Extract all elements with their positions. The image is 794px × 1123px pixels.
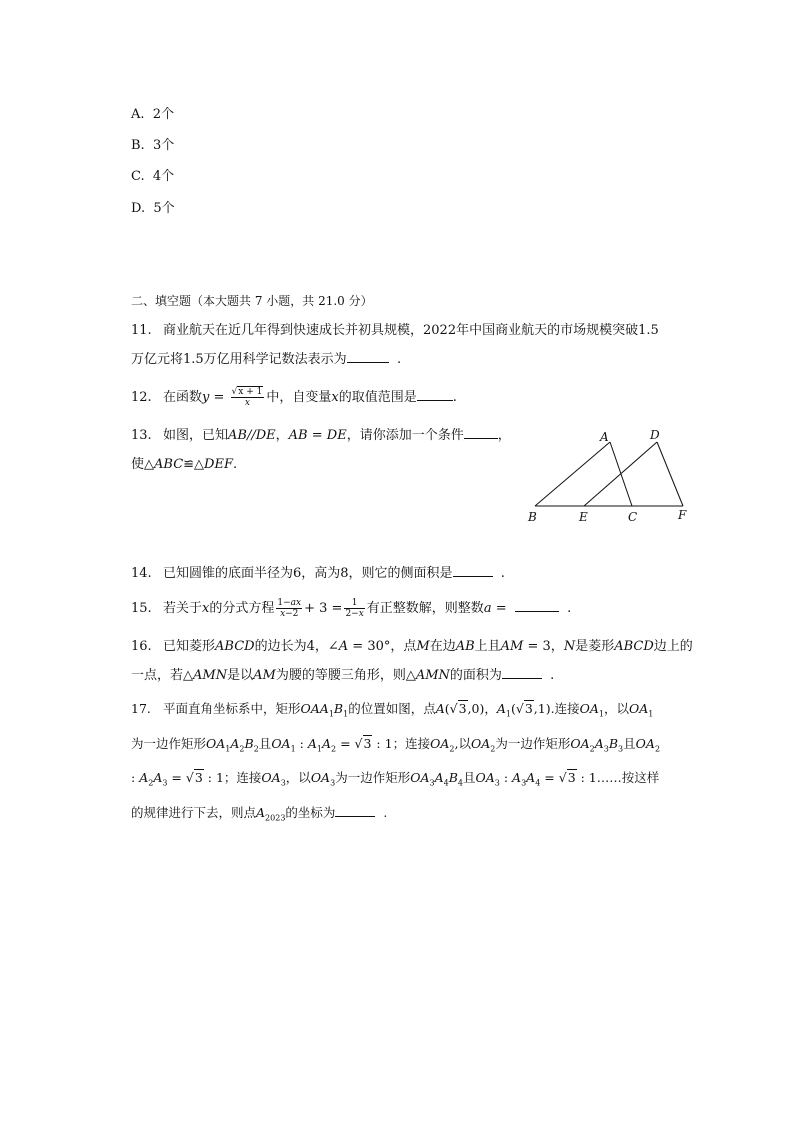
question-text: ，请你添加一个条件 — [346, 428, 464, 443]
question-15: 15. 若关于x的分式方程 $\frac{1-ax}{x-2}$ + 3 = $\frac{1}{2-x}$ 有正整数解，则整数a = . — [131, 594, 571, 623]
question-text: 且 — [258, 735, 272, 751]
option-letter: A. — [131, 107, 145, 122]
question-text: ， — [484, 701, 497, 716]
label-d: D — [650, 428, 660, 442]
question-text: 以 — [458, 735, 471, 751]
question-text: 的取值范围是 — [338, 390, 417, 405]
question-text: ，点 — [390, 639, 417, 654]
question-text: 边上的 — [653, 639, 693, 654]
question-text: ……按这样 — [596, 770, 660, 785]
question-number: 11. — [131, 323, 152, 338]
question-number: 15. — [131, 601, 152, 616]
answer-blank[interactable] — [417, 386, 453, 401]
question-number: 17. — [131, 701, 151, 716]
question-17: 17. 平面直角坐标系中，矩形$OAA_1B_1$的位置如图，点A(√3,0)，$A_1(√3,1)$.连接$OA_1$，以$OA_1$ 为一边作矩形$OA_1A_2B_2$且$OA_1$ : $A_1A_2 = √3$ : 1；连接$OA_2$,以$OA_2$为一边作矩形$OA_2A_3B_3$且$OA_2$ : $A_2A_3 = √3$ : 1；连接$OA_3$，以$OA_3$为一边作矩形$OA_3A_4B_4$且$OA_3$ : $A_3A_4 = √3$ : 1……按这样 的规律进行下去，则点$A_{2023}$的坐标为 . — [131, 694, 660, 832]
question-text: 且 — [462, 770, 476, 785]
question-text: 为一边作矩形 — [335, 770, 411, 785]
option-b — [131, 134, 174, 153]
segment-ab — [535, 442, 610, 506]
question-13: 13. 如图，已知AB//DE，AB = DE，请你添加一个条件 ， 使△ABC≌△DEF. — [131, 421, 511, 479]
option-text: 4个 — [152, 169, 175, 184]
answer-blank[interactable] — [515, 597, 559, 612]
question-16: 16. 已知菱形ABCD的边长为4，∠A = 30°，点M在边AB上且AM = 3，N是菱形ABCD边上的 一点，若△AMN是以AM为腰的等腰三角形，则△AMN的面积为 . — [131, 632, 693, 690]
question-text: 万亿元将1.5万亿用科学记数法表示为 — [131, 352, 347, 367]
option-letter: C. — [131, 169, 145, 184]
question-11: 11. 商业航天在近几年得到快速成长并初具规模，2022年中国商业航天的市场规模突破1.5 万亿元将1.5万亿用科学记数法表示为 . — [131, 316, 659, 374]
question-number: 13. — [131, 428, 152, 443]
question-text: ，以 — [285, 770, 311, 785]
label-b: B — [528, 510, 537, 524]
option-letter: D. — [131, 201, 146, 216]
question-number: 14. — [131, 566, 152, 581]
label-a: A — [600, 430, 609, 444]
question-text: ；连接 — [223, 770, 262, 785]
question-text: 为一边作矩形 — [131, 735, 207, 751]
answer-blank[interactable] — [464, 424, 498, 439]
question-text: 的规律进行下去，则点 — [131, 804, 257, 820]
question-text: 为腰的等腰三角形，则 — [275, 668, 406, 683]
question-text: 是以 — [227, 668, 254, 683]
formula-fraction: $\frac{1}{2-x}$ — [345, 598, 364, 619]
question-text: 的面积为 — [449, 668, 502, 683]
formula-fraction: $\frac{√x + 1}{x}$ — [231, 387, 263, 408]
label-f: F — [678, 508, 687, 522]
answer-blank[interactable] — [347, 348, 389, 363]
option-text: 2个 — [152, 107, 175, 122]
label-c: C — [628, 510, 638, 524]
question-12: 12. 在函数y = $\frac{√x + 1}{x}$ 中，自变量x的取值范围是 . — [131, 383, 457, 412]
question-text: 连接 — [554, 701, 580, 716]
option-a — [131, 103, 174, 122]
question-number: 12. — [131, 390, 152, 405]
answer-blank[interactable] — [453, 562, 493, 577]
question-text: 平面直角坐标系中，矩形 — [163, 701, 301, 716]
option-letter: B. — [131, 138, 145, 153]
question-number: 16. — [131, 639, 152, 654]
answer-blank[interactable] — [502, 664, 542, 679]
option-text: 5个 — [153, 201, 175, 216]
question-text: 已知圆锥的底面半径为6，高为8，则它的侧面积是 — [163, 566, 453, 581]
question-text: 的边长为4， — [254, 639, 328, 654]
question-text: 有正整数解，则整数 — [366, 601, 484, 616]
triangle-figure — [520, 426, 700, 530]
segment-ed — [584, 442, 657, 506]
question-text: 已知菱形 — [163, 639, 216, 654]
label-e: E — [579, 510, 588, 524]
question-text: 在函数 — [163, 390, 203, 405]
section-title: 二、填空题（本大题共 7 小题，共 21.0 分） — [131, 294, 373, 308]
question-text: 是菱形 — [575, 639, 615, 654]
option-c — [131, 165, 174, 184]
question-text: 一点，若 — [131, 668, 184, 683]
question-text: 如图，已知 — [163, 428, 229, 443]
formula-fraction: $\frac{1-ax}{x-2}$ — [277, 598, 302, 619]
question-text: 若关于 — [163, 601, 203, 616]
question-text: 商业航天在近几年得到快速成长并初具规模，2022年中国商业航天的市场规模突破1.5 — [163, 323, 659, 338]
option-text: 3个 — [152, 138, 175, 153]
question-text: 中，自变量 — [266, 390, 332, 405]
segment-df — [657, 442, 683, 506]
question-text: ，以 — [603, 701, 629, 716]
question-text: ；连接 — [392, 735, 431, 751]
question-text: 的分式方程 — [209, 601, 275, 616]
answer-blank[interactable] — [335, 802, 375, 817]
question-text: 在边 — [429, 639, 456, 654]
question-text: 上且 — [474, 639, 501, 654]
question-text: 的位置如图，点 — [348, 701, 436, 716]
question-text: 使 — [131, 457, 145, 472]
question-text: 的坐标为 — [285, 804, 336, 820]
question-text: 为一边作矩形 — [495, 735, 571, 751]
question-14: 14. 已知圆锥的底面半径为6，高为8，则它的侧面积是 . — [131, 559, 505, 588]
question-text: 且 — [623, 735, 636, 751]
option-d — [131, 197, 175, 216]
